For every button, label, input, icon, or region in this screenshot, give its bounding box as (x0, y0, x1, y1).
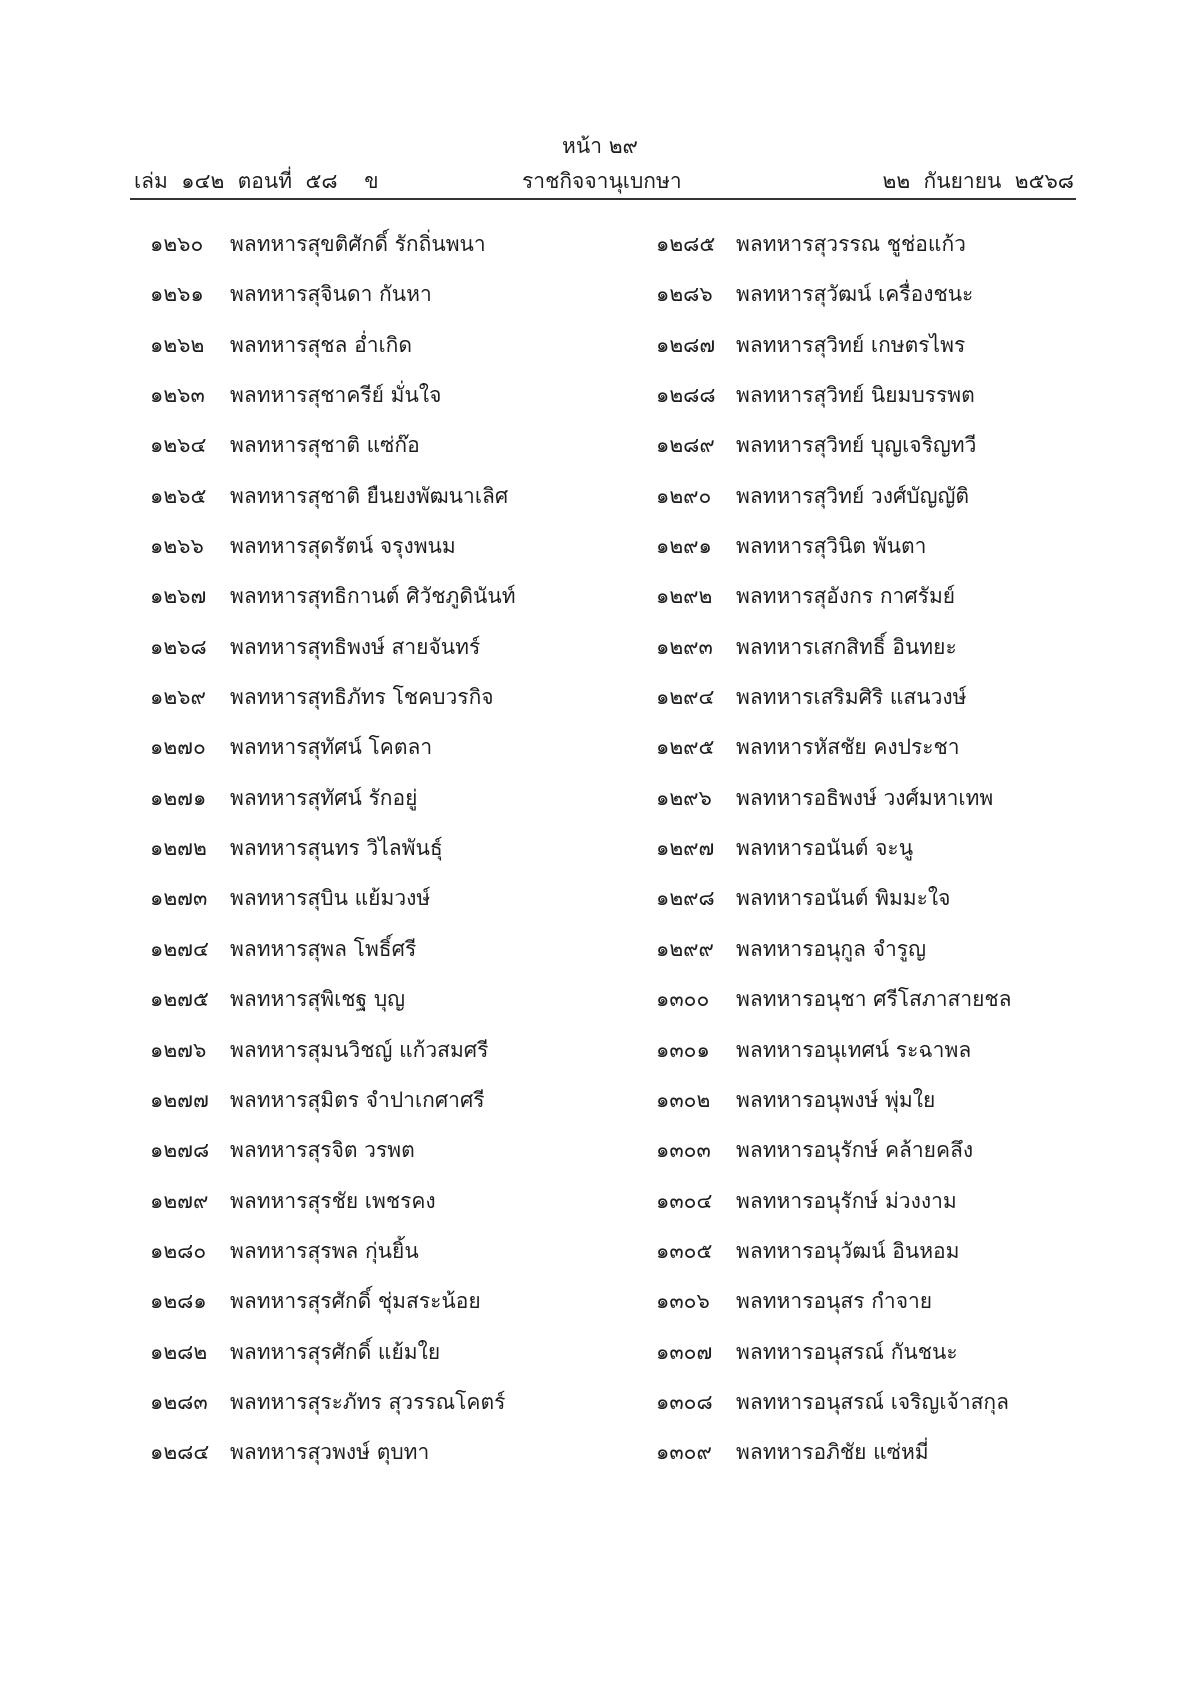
list-item (656, 580, 1076, 630)
list-item (150, 631, 570, 681)
entry-name: พลทหารสุชาติ ยืนยงพัฒนาเลิศ (230, 483, 509, 508)
entry-number: ๑๒๖๓ (150, 383, 205, 408)
list-item (656, 631, 1076, 681)
entry-number: ๑๒๖๖ (150, 534, 204, 559)
publication-date: ๒๒ กันยายน ๒๕๖๘ (882, 169, 1074, 193)
entry-number: ๑๒๘๖ (656, 282, 713, 307)
entry-name: พลทหารสุวัฒน์ เครื่องชนะ (736, 282, 974, 307)
entry-name: พลทหารสุวรรณ ชูช่อแก้ว (736, 232, 966, 256)
entry-name: พลทหารสุรพล กุ่นยิ้น (230, 1238, 419, 1263)
entry-name: พลทหารอธิพงษ์ วงศ์มหาเทพ (736, 785, 994, 810)
list-item (150, 1084, 570, 1134)
entry-name: พลทหารสุรชัย เพชรคง (230, 1188, 436, 1213)
entry-name: พลทหารอนุสร กำจาย (736, 1289, 933, 1314)
entry-number: ๑๒๙๑ (656, 534, 712, 559)
list-item (150, 1185, 570, 1235)
list-item (656, 782, 1076, 832)
entry-name: พลทหารสุจินดา กันหา (230, 282, 432, 307)
entry-name: พลทหารสุทธิภัทร โชคบวรกิจ (230, 685, 494, 710)
entry-name: พลทหารสุนทร วิไลพันธุ์ (230, 836, 443, 861)
entry-name: พลทหารสุขติศักดิ์ รักถิ่นพนา (230, 232, 486, 256)
list-item (656, 278, 1076, 328)
entry-name: พลทหารสุทัศน์ โคตลา (230, 735, 433, 760)
entry-number: ๑๒๖๘ (150, 634, 207, 659)
entry-name: พลทหารสุวิทย์ เกษตรไพร (736, 332, 966, 357)
entry-number: ๑๒๘๔ (150, 1440, 210, 1465)
entry-number: ๑๒๖๗ (150, 584, 207, 609)
entry-number: ๑๒๘๒ (150, 1339, 208, 1364)
entry-number: ๑๓๐๐ (656, 987, 710, 1012)
entry-number: ๑๒๗๕ (150, 987, 209, 1012)
gazette-header (134, 165, 1074, 197)
entry-name: พลทหารอนุสรณ์ เจริญเจ้าสกุล (736, 1389, 1010, 1414)
list-item (656, 1034, 1076, 1084)
name-list-left (150, 228, 570, 1487)
list-item (656, 1235, 1076, 1285)
entry-name: พลทหารเสริมศิริ แสนวงษ์ (736, 685, 967, 710)
list-item (150, 983, 570, 1033)
list-item (656, 933, 1076, 983)
entry-number: ๑๒๙๓ (656, 634, 713, 659)
entry-number: ๑๒๗๖ (150, 1037, 207, 1062)
gazette-title: ราชกิจจานุเบกษา (522, 169, 682, 193)
entry-name: พลทหารหัสชัย คงประชา (736, 735, 960, 760)
entry-number: ๑๒๗๓ (150, 886, 208, 911)
list-item (150, 1134, 570, 1184)
entry-number: ๑๒๗๑ (150, 785, 207, 810)
entry-number: ๑๓๐๒ (656, 1087, 711, 1112)
entry-number: ๑๒๗๔ (150, 936, 209, 961)
list-item (150, 278, 570, 328)
list-item (656, 228, 1076, 278)
entry-name: พลทหารสุรศักดิ์ แย้มใย (230, 1339, 441, 1364)
entry-name: พลทหารเสกสิทธิ์ อินทยะ (736, 634, 957, 659)
entry-name: พลทหารสุมนวิชญ์ แก้วสมศรี (230, 1037, 489, 1062)
list-item (150, 832, 570, 882)
entry-number: ๑๒๙๕ (656, 735, 715, 760)
list-item (150, 1285, 570, 1335)
entry-number: ๑๒๖๑ (150, 282, 204, 307)
list-item (656, 1285, 1076, 1335)
entry-name: พลทหารสุอังกร กาศรัมย์ (736, 584, 956, 609)
entry-number: ๑๓๐๗ (656, 1339, 713, 1364)
list-item (150, 1034, 570, 1084)
entry-name: พลทหารอนันต์ พิมมะใจ (736, 886, 951, 911)
page-number: หน้า ๒๙ (562, 134, 638, 158)
entry-name: พลทหารอนุสรณ์ กันชนะ (736, 1339, 958, 1364)
entry-name: พลทหารสุรศักดิ์ ชุ่มสระน้อย (230, 1289, 481, 1314)
list-item (656, 1134, 1076, 1184)
entry-name: พลทหารสุรจิต วรพต (230, 1138, 415, 1163)
list-item (656, 1436, 1076, 1486)
list-item (150, 1436, 570, 1486)
list-item (656, 983, 1076, 1033)
entry-name: พลทหารอนุวัฒน์ อินหอม (736, 1238, 960, 1263)
entry-name: พลทหารสุระภัทร สุวรรณโคตร์ (230, 1389, 506, 1414)
entry-number: ๑๒๗๗ (150, 1087, 209, 1112)
entry-number: ๑๓๐๕ (656, 1238, 713, 1263)
entry-name: พลทหารสุทัศน์ รักอยู่ (230, 785, 418, 810)
list-item (150, 329, 570, 379)
list-item (656, 1386, 1076, 1436)
entry-name: พลทหารอนันต์ จะนู (736, 836, 914, 861)
list-item (150, 429, 570, 479)
list-item (656, 731, 1076, 781)
entry-number: ๑๒๙๐ (656, 483, 712, 508)
list-item (150, 1235, 570, 1285)
list-item (656, 530, 1076, 580)
list-item (656, 329, 1076, 379)
entry-name: พลทหารสุวิทย์ วงศ์บัญญัติ (736, 483, 970, 508)
entry-number: ๑๒๗๘ (150, 1138, 210, 1163)
entry-number: ๑๒๖๐ (150, 232, 204, 256)
entry-number: ๑๓๐๙ (656, 1440, 712, 1465)
entry-name: พลทหารสุชาติ แซ่ก๊อ (230, 433, 420, 458)
entry-number: ๑๒๘๙ (656, 433, 715, 458)
entry-name: พลทหารสุชล อ่ำเกิด (230, 332, 413, 357)
entry-name: พลทหารสุวินิต พันตา (736, 534, 927, 559)
entry-number: ๑๒๙๖ (656, 785, 712, 810)
entry-number: ๑๒๗๒ (150, 836, 207, 861)
list-item (656, 1084, 1076, 1134)
entry-number: ๑๓๐๖ (656, 1289, 710, 1314)
entry-number: ๑๒๘๑ (150, 1289, 207, 1314)
list-item (656, 379, 1076, 429)
entry-number: ๑๒๘๘ (656, 383, 716, 408)
list-item (150, 379, 570, 429)
entry-number: ๑๓๐๔ (656, 1188, 713, 1213)
entry-name: พลทหารอนุเทศน์ ระฉาพล (736, 1037, 972, 1062)
entry-number: ๑๒๙๒ (656, 584, 713, 609)
header-divider (130, 198, 1076, 200)
entry-name: พลทหารสุทธิกานต์ ศิวัชภูดินันท์ (230, 584, 516, 609)
entry-number: ๑๓๐๓ (656, 1138, 711, 1163)
entry-number: ๑๓๐๘ (656, 1389, 713, 1414)
list-item (656, 1336, 1076, 1386)
list-item (150, 228, 570, 278)
entry-number: ๑๒๗๐ (150, 735, 206, 760)
list-item (150, 681, 570, 731)
list-item (656, 681, 1076, 731)
entry-name: พลทหารอนุกูล จำรูญ (736, 936, 926, 961)
entry-number: ๑๒๙๘ (656, 886, 715, 911)
volume-issue-label: เล่ม ๑๔๒ ตอนที่ ๕๘ ข (134, 169, 379, 193)
list-item (656, 882, 1076, 932)
list-item (150, 530, 570, 580)
entry-name: พลทหารสุชาครีย์ มั่นใจ (230, 383, 442, 408)
entry-name: พลทหารสุมิตร จำปาเกศาศรี (230, 1087, 485, 1112)
entry-name: พลทหารสุบิน แย้มวงษ์ (230, 886, 431, 911)
list-item (656, 429, 1076, 479)
list-item (150, 782, 570, 832)
entry-number: ๑๒๘๐ (150, 1238, 207, 1263)
entry-number: ๑๒๘๕ (656, 232, 716, 256)
entry-name: พลทหารสุพล โพธิ์ศรี (230, 936, 417, 961)
list-item (150, 580, 570, 630)
entry-name: พลทหารอนุพงษ์ พุ่มใย (736, 1087, 936, 1112)
entry-number: ๑๒๖๔ (150, 433, 207, 458)
entry-name: พลทหารสุวพงษ์ ตุบทา (230, 1440, 430, 1465)
entry-number: ๑๒๖๒ (150, 332, 205, 357)
entry-number: ๑๒๖๙ (150, 685, 206, 710)
entry-name: พลทหารสุทธิพงษ์ สายจันทร์ (230, 634, 481, 659)
entry-number: ๑๒๙๗ (656, 836, 715, 861)
entry-name: พลทหารอภิชัย แซ่หมี่ (736, 1440, 929, 1465)
list-item (656, 1185, 1076, 1235)
entry-name: พลทหารสุพิเชฐ บุญ (230, 987, 406, 1012)
entry-number: ๑๒๗๙ (150, 1188, 209, 1213)
entry-number: ๑๒๙๙ (656, 936, 714, 961)
entry-number: ๑๒๘๓ (150, 1389, 208, 1414)
entry-name: พลทหารอนุชา ศรีโสภาสายชล (736, 987, 1012, 1012)
entry-name: พลทหารสุวิทย์ นิยมบรรพต (736, 383, 975, 408)
entry-number: ๑๓๐๑ (656, 1037, 710, 1062)
list-item (150, 1386, 570, 1436)
entry-number: ๑๒๙๔ (656, 685, 715, 710)
list-item (150, 480, 570, 530)
entry-name: พลทหารสุวิทย์ บุญเจริญทวี (736, 433, 977, 458)
entry-number: ๑๒๖๕ (150, 483, 207, 508)
entry-number: ๑๒๘๗ (656, 332, 716, 357)
name-list-right (656, 228, 1076, 1487)
list-item (656, 480, 1076, 530)
list-item (656, 832, 1076, 882)
list-item (150, 731, 570, 781)
list-item (150, 1336, 570, 1386)
entry-name: พลทหารอนุรักษ์ คล้ายคลึง (736, 1138, 974, 1163)
list-item (150, 882, 570, 932)
list-item (150, 933, 570, 983)
entry-name: พลทหารสุดรัตน์ จรุงพนม (230, 534, 456, 559)
entry-name: พลทหารอนุรักษ์ ม่วงงาม (736, 1188, 957, 1213)
